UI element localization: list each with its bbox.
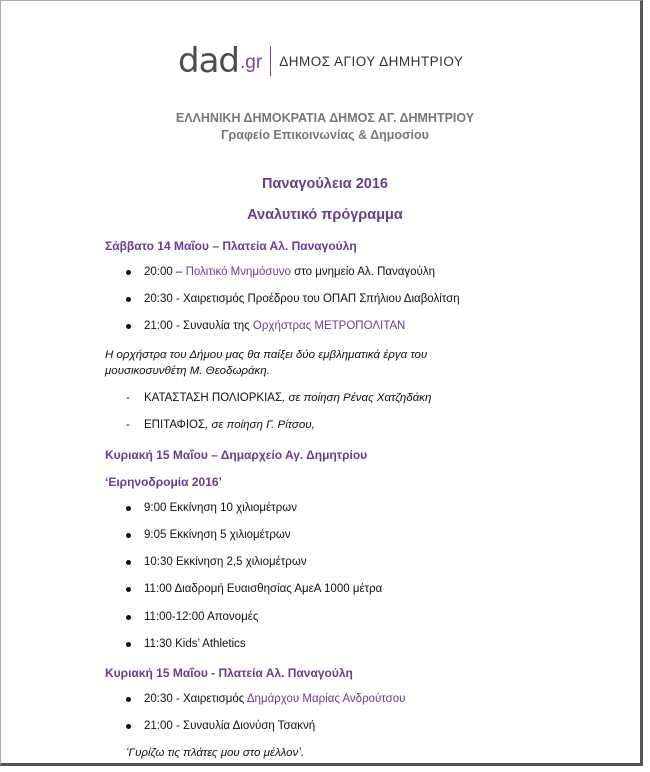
logo-mark: dad bbox=[178, 41, 239, 81]
item-text: 11:00 Διαδρομή Ευαισθησίας ΑμεΑ 1000 μέτρα bbox=[144, 583, 383, 595]
header-line-1: ΕΛΛΗΝΙΚΗ ΔΗΜΟΚΡΑΤΙΑ ΔΗΜΟΣ ΑΓ. ΔΗΜΗΤΡΙΟΥ bbox=[175, 111, 475, 125]
description-line-1: Η ορχήστρα του Δήμου μας θα παίξει δύο εμβληματικά έργα του bbox=[105, 349, 428, 361]
section-heading-sunday-square: Κυριακή 15 Μαΐου - Πλατεία Αλ. Παναγούλη bbox=[105, 666, 353, 680]
work-title: ΚΑΤΑΣΤΑΣΗ ΠΟΛΙΟΡΚΙΑΣ bbox=[144, 392, 283, 404]
bullet-icon bbox=[126, 533, 131, 538]
item-text: 20:30 - Χαιρετισμός Προέδρου του ΟΠΑΠ Σπήλιου Διαβολίτση bbox=[144, 293, 460, 305]
bullet-icon bbox=[126, 506, 131, 511]
bullet-icon bbox=[126, 560, 131, 565]
bullet-icon bbox=[126, 615, 131, 620]
bullet-icon bbox=[126, 297, 131, 302]
item-highlight: Ορχήστρας ΜΕΤΡΟΠΟΛΙΤΑΝ bbox=[252, 320, 406, 332]
event-name: ‘Ειρηνοδρομία 2016’ bbox=[105, 475, 222, 489]
item-time: 20:30 - Χαιρετισμός bbox=[144, 693, 247, 705]
item-text: 21:00 - Συναυλία Διονύση Τσακνή bbox=[144, 720, 316, 732]
item-text: 11:00-12:00 Απονομές bbox=[144, 611, 259, 623]
bullet-icon bbox=[126, 587, 131, 592]
work-credit: , σε ποίηση Γ. Ρίτσου, bbox=[205, 419, 315, 431]
logo-suffix: .gr bbox=[240, 52, 263, 73]
municipality-logo bbox=[178, 41, 464, 81]
item-highlight: Δημάρχου Μαρίας Ανδρούτσου bbox=[246, 693, 406, 705]
bullet-icon bbox=[126, 697, 131, 702]
bullet-icon bbox=[126, 642, 131, 647]
item-rest: στο μνημείο Αλ. Παναγούλη bbox=[290, 266, 435, 278]
dash-marker: - bbox=[126, 392, 130, 404]
header-line-2: Γραφείο Επικοινωνίας & Δημοσίου bbox=[221, 128, 429, 142]
item-text: 11:30 Kids’ Athletics bbox=[144, 638, 246, 650]
logo-name: ΔΗΜΟΣ ΑΓΙΟΥ ΔΗΜΗΤΡΙΟΥ bbox=[279, 53, 464, 69]
document-subtitle: Αναλυτικό πρόγραμμα bbox=[247, 207, 403, 223]
bullet-icon bbox=[126, 270, 131, 275]
section-heading-sunday-town-hall: Κυριακή 15 Μαΐου – Δημαρχείο Αγ. Δημητρίου bbox=[105, 448, 368, 462]
work-title: ΕΠΙΤΑΦΙΟΣ bbox=[144, 419, 206, 431]
closing-song-title: ‘Γυρίζω τις πλάτες μου στο μέλλον’. bbox=[126, 747, 305, 759]
bullet-icon bbox=[126, 724, 131, 729]
dash-marker: - bbox=[126, 419, 130, 431]
item-text: 9:00 Εκκίνηση 10 χιλιομέτρων bbox=[144, 502, 297, 514]
item-highlight: Πολιτικό Μνημόσυνο bbox=[185, 266, 291, 278]
description-line-2: μουσικοσυνθέτη Μ. Θεοδωράκη. bbox=[105, 365, 270, 377]
logo-divider bbox=[270, 46, 271, 76]
item-text: 10:30 Εκκίνηση 2,5 χιλιομέτρων bbox=[144, 556, 307, 568]
item-text: 9:05 Εκκίνηση 5 χιλιομέτρων bbox=[144, 529, 291, 541]
item-time: 21:00 - Συναυλία της bbox=[144, 320, 253, 332]
document-title: Παναγούλεια 2016 bbox=[262, 176, 388, 192]
work-credit: , σε ποίηση Ρένας Χατζηδάκη bbox=[282, 392, 432, 404]
item-time: 20:00 – bbox=[144, 266, 186, 278]
bullet-icon bbox=[126, 324, 131, 329]
section-heading-saturday: Σάββατο 14 Μαΐου – Πλατεία Αλ. Παναγούλη bbox=[105, 239, 357, 253]
